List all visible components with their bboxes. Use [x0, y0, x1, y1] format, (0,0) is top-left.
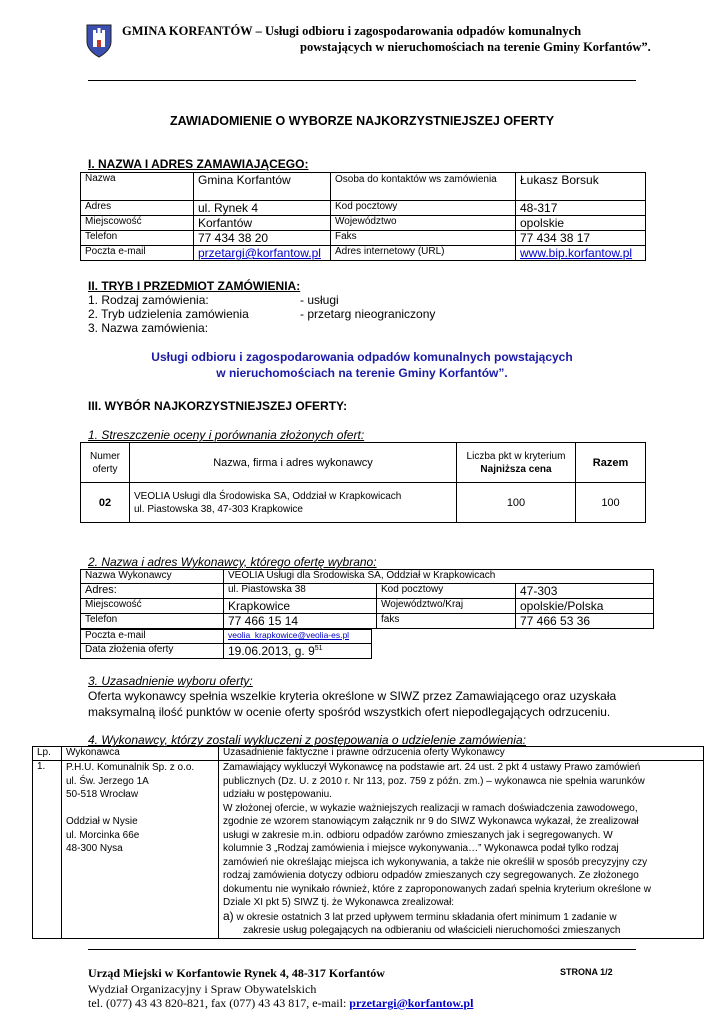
excluded-contractor-line: P.H.U. Komunalnik Sp. z o.o.: [66, 762, 195, 773]
section-2-heading: II. TRYB I PRZEDMIOT ZAMÓWIENIA:: [88, 279, 301, 293]
contractor-phone-label: Telefon: [81, 614, 224, 629]
page-number: STRONA 1/2: [560, 967, 613, 977]
reason-a-marker: a): [223, 908, 234, 923]
contact-person-label: Osoba do kontaktów ws zamówienia: [331, 173, 516, 201]
offer-contractor-line-1: VEOLIA Usługi dla Środowiska SA, Oddział w Krapkowicach: [134, 490, 402, 502]
order-type-label: 1. Rodzaj zamówienia:: [88, 293, 209, 307]
subsection-4-heading: 4. Wykonawcy, którzy zostali wykluczeni z postępowania o udzielenie zamówienia:: [88, 733, 526, 747]
justification-line-1: Oferta wykonawcy spełnia wszelkie kryteria określone w SIWZ przez Zamawiającego oraz uzyskała: [88, 689, 617, 703]
reason-line: zgodnie ze wzorem stanowiącym załącznik nr 9 do SIWZ Wykonawca wykazał, że zrealizował: [223, 816, 639, 827]
page-title: ZAWIADOMIENIE O WYBORZE NAJKORZYSTNIEJSZEJ OFERTY: [169, 114, 555, 128]
excluded-contractor-line: ul. Św. Jerzego 1A: [66, 775, 149, 787]
contractor-city-value: Krapkowice: [224, 599, 377, 614]
reason-line: W złożonej ofercie, w wykazie ważniejszych realizacji w ramach doświadczenia zawodowego,: [223, 802, 638, 814]
orderer-region-label: Województwo: [331, 216, 516, 231]
col-contractor-name: Nazwa, firma i adres wykonawcy: [130, 443, 457, 483]
contractor-region-label: Województwo/Kraj: [377, 599, 516, 614]
orderer-email-label: Poczta e-mail: [81, 246, 194, 261]
offer-total: 100: [576, 483, 646, 523]
orderer-address-label: Adres: [81, 201, 194, 216]
col-points-line-2: Najniższa cena: [480, 463, 552, 475]
col-lp: Lp.: [33, 747, 62, 761]
submission-date-minutes: 51: [314, 645, 323, 652]
orderer-url-link[interactable]: www.bip.korfantow.pl: [516, 246, 646, 261]
orderer-name-value: Gmina Korfantów: [194, 173, 331, 201]
reason-line: rodzaj zamówienia dotyczy odbioru odpadów zmieszanych czy segregowanych. Ze złożonego: [223, 870, 639, 881]
subsection-1-heading: 1. Streszczenie oceny i porównania złożonych ofert:: [88, 428, 365, 442]
order-name-line-1: Usługi odbioru i zagospodarowania odpadów komunalnych powstających: [151, 350, 573, 364]
contractor-table-extra: [80, 629, 372, 659]
contractor-fax-label: faks: [377, 614, 516, 629]
submission-date-text: 19.06.2013, g. 9: [228, 644, 315, 658]
order-mode-value: - przetarg nieograniczony: [300, 307, 436, 321]
contractor-email-label: Poczta e-mail: [81, 630, 224, 644]
col-points-line-1: Liczba pkt w kryterium: [466, 450, 566, 462]
header-divider: [88, 80, 636, 81]
offer-points: 100: [457, 483, 576, 523]
justification-line-2: maksymalną ilość punktów w ocenie oferty spośród wszystkich ofert niepodlegających odrzuceniu.: [88, 705, 611, 719]
col-contractor: Wykonawca: [62, 747, 219, 761]
reason-line: usługi w zakresie m.in. odbioru odpadów zarówno zmieszanych jak i segregowanych. W: [223, 829, 613, 841]
order-name-line-2: w nieruchomościach na terenie Gminy Korfantów”.: [216, 366, 508, 380]
orderer-city-value: Korfantów: [194, 216, 331, 231]
submission-date-label: Data złożenia oferty: [81, 644, 224, 659]
excluded-reason: [219, 761, 704, 939]
submission-date-value: [224, 644, 372, 659]
col-offer-number: Numer oferty: [81, 443, 130, 483]
excluded-table: [32, 746, 704, 939]
footer-divider: [88, 949, 636, 950]
reason-line: dokumentu nie wynikało również, które z zaproponowanych zadań spełnia kryterium określone w: [223, 883, 651, 895]
subsection-2-heading: 2. Nazwa i adres Wykonawcy, którego ofertę wybrano:: [88, 555, 377, 569]
order-type-value: - usługi: [300, 293, 339, 307]
offer-number: 02: [81, 483, 130, 523]
orderer-phone-label: Telefon: [81, 231, 194, 246]
col-total: Razem: [576, 443, 646, 483]
footer-contact: tel. (077) 43 43 820-821, fax (077) 43 43 817, e-mail:: [88, 996, 347, 1010]
section-3-heading: III. WYBÓR NAJKORZYSTNIEJSZEJ OFERTY:: [88, 399, 348, 413]
col-points: [457, 443, 576, 483]
contractor-name-label: Nazwa Wykonawcy: [81, 570, 224, 584]
excluded-contractor-line: ul. Morcinka 66e: [66, 829, 140, 841]
contractor-region-value: opolskie/Polska: [516, 599, 654, 614]
reason-a-line-2: zakresie usług polegających na odbieraniu od właścicieli nieruchomości zmieszanych: [243, 925, 621, 936]
orderer-fax-label: Faks: [331, 231, 516, 246]
order-name-label: 3. Nazwa zamówienia:: [88, 321, 209, 335]
col-reason: Uzasadnienie faktyczne i prawne odrzucenia oferty Wykonawcy: [219, 747, 704, 761]
contractor-address-label: Adres:: [81, 584, 224, 599]
reason-line: publicznych (Dz. U. z 2010 r. Nr 113, poz. 759 z późn. zm.) – wykonawca nie spełnia warunków: [223, 775, 645, 787]
orderer-table: [80, 172, 646, 261]
footer-email-link[interactable]: przetargi@korfantow.pl: [349, 996, 474, 1010]
order-mode-label: 2. Tryb udzielenia zamówienia: [88, 307, 249, 321]
contractor-city-label: Miejscowość: [81, 599, 224, 614]
excluded-contractor-line: 50-518 Wrocław: [66, 789, 139, 800]
contact-person-value: Łukasz Borsuk: [516, 173, 646, 201]
reason-line: Zamawiający wykluczył Wykonawcę na podstawie art. 24 ust. 2 pkt 4 ustawy Prawo zamówień: [223, 762, 641, 773]
orderer-phone-value: 77 434 38 20: [194, 231, 331, 246]
excluded-contractor-spacer: [66, 802, 214, 816]
footer-line-3: [88, 996, 473, 1011]
orderer-url-label: Adres internetowy (URL): [331, 246, 516, 261]
reason-line: udziału w postępowaniu.: [223, 789, 332, 800]
reason-item-a: [223, 910, 699, 925]
contractor-postal-value: 47-303: [516, 584, 654, 599]
contractor-phone-value: 77 466 15 14: [224, 614, 377, 629]
footer-line-1: Urząd Miejski w Korfantowie Rynek 4, 48-317 Korfantów: [88, 966, 385, 980]
orderer-fax-value: 77 434 38 17: [516, 231, 646, 246]
orderer-postal-value: 48-317: [516, 201, 646, 216]
section-1-heading: I. NAZWA I ADRES ZAMAWIAJĄCEGO:: [88, 157, 309, 171]
orderer-email-link[interactable]: przetargi@korfantow.pl: [194, 246, 331, 261]
contractor-email-link[interactable]: veolia_krapkowice@veolia-es.pl: [224, 630, 372, 644]
reason-line: kolumnie 3 „Rodzaj zamówienia i miejsce wykonywania…” Wykonawca podał tylko rodzaj: [223, 843, 619, 854]
orderer-region-value: opolskie: [516, 216, 646, 231]
orderer-postal-label: Kod pocztowy: [331, 201, 516, 216]
excluded-lp: 1.: [33, 761, 62, 939]
orderer-city-label: Miejscowość: [81, 216, 194, 231]
header-line-2: powstających w nieruchomościach na terenie Gminy Korfantów”.: [300, 40, 651, 54]
header-line-1: GMINA KORFANTÓW – Usługi odbioru i zagospodarowania odpadów komunalnych: [122, 24, 582, 38]
coat-of-arms-logo: [86, 24, 112, 58]
excluded-contractor-line: 48-300 Nysa: [66, 843, 123, 854]
orderer-address-value: ul. Rynek 4: [194, 201, 331, 216]
offer-contractor-line-2: ul. Piastowska 38, 47-303 Krapkowice: [134, 503, 303, 515]
contractor-fax-value: 77 466 53 36: [516, 614, 654, 629]
contractor-name-value: VEOLIA Usługi dla Środowiska SA, Oddział w Krapkowicach: [224, 570, 654, 584]
reason-a-line-1: w okresie ostatnich 3 lat przed upływem terminu składania ofert minimum 1 zadanie w: [236, 911, 617, 923]
reason-line: Dziale XI pkt 5) SIWZ tj. że Wykonawca zrealizował:: [223, 897, 455, 908]
excluded-contractor: [62, 761, 219, 939]
offer-contractor: [130, 483, 457, 523]
offers-table: [80, 442, 646, 523]
excluded-contractor-line: Oddział w Nysie: [66, 816, 138, 827]
contractor-table: [80, 569, 654, 629]
footer-line-2: Wydział Organizacyjny i Spraw Obywatelskich: [88, 982, 317, 996]
subsection-3-heading: 3. Uzasadnienie wyboru oferty:: [88, 674, 253, 688]
contractor-postal-label: Kod pocztowy: [377, 584, 516, 599]
reason-line: zamówień nie określając miejsca ich wykonywania, a także nie określił w sposób precyzyjny czy: [223, 856, 648, 868]
orderer-name-label: Nazwa: [81, 173, 194, 201]
contractor-address-value: ul. Piastowska 38: [224, 584, 377, 599]
